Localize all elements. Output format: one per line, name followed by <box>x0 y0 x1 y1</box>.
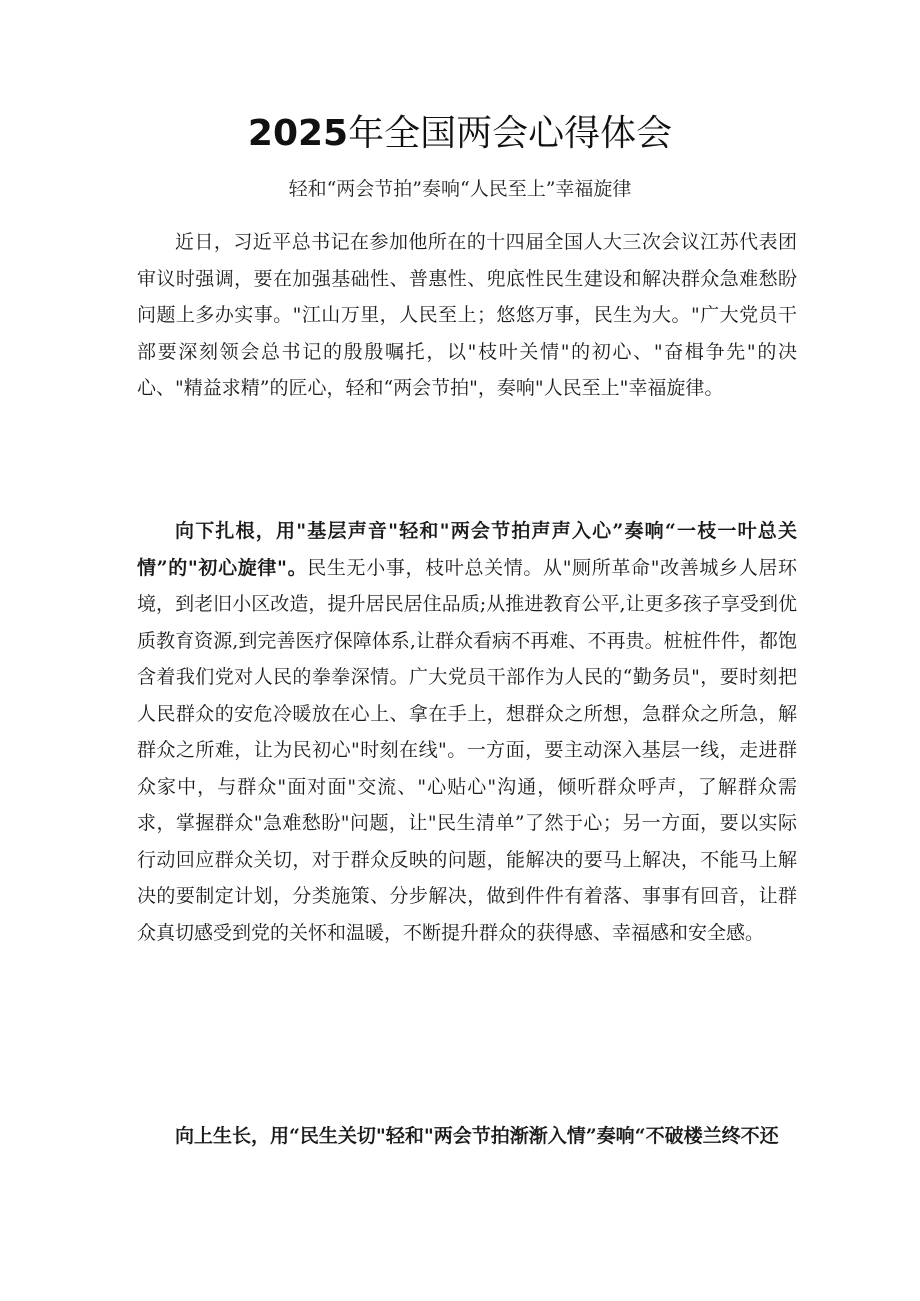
paragraph-section-1 <box>137 513 797 951</box>
paragraph-text: 近日，习近平总书记在参加他所在的十四届全国人大三次会议江苏代表团审议时强调，要在加强基础性、普惠性、兜底性民生建设和解决群众急难愁盼问题上多办实事。"江山万里，人民至上；悠悠万事，民生为大。"广大党员干部要深刻领会总书记的殷殷嘱托，以"枝叶关情"的初心、"奋楫争先"的决心、"精益求精”的匠心，轻和“两会节拍"，奏响"人民至上"幸福旋律。 <box>137 231 797 399</box>
section-heading: 向上生长，用“民生关切"轻和"两会节拍渐渐入情”奏响“不破楼兰终不还 <box>175 1125 779 1147</box>
document-subtitle: 轻和“两会节拍”奏响“人民至上”幸福旋律 <box>288 178 632 200</box>
paragraph-section-2 <box>137 1118 797 1155</box>
title-text: 年全国两会心得体会 <box>348 113 673 154</box>
title-year: 2025 <box>247 113 349 154</box>
paragraph-text: 民生无小事，枝叶总关情。从"厕所革命"改善城乡人居环境，到老旧小区改造，提升居民居住品质;从推进教育公平,让更多孩子享受到优质教育资源,到完善医疗保障体系,让群众看病不再难、不再贵。桩桩件件，都饱含着我们党对人民的拳拳深情。广大党员干部作为人民的“勤务员"，要时刻把人民群众的安危冷暖放在心上、拿在手上，想群众之所想，急群众之所急，解群众之所难，让为民初心"时刻在线"。一方面，要主动深入基层一线，走进群众家中，与群众"面对面"交流、"心贴心"沟通，倾听群众呼声，了解群众需求，掌握群众"急难愁盼"问题，让"民生清单”了然于心；另一方面，要以实际行动回应群众关切，对于群众反映的问题，能解决的要马上解决，不能马上解决的要制定计划，分类施策、分步解决，做到件件有着落、事事有回音，让群众真切感受到党的关怀和温暖，不断提升群众的获得感、幸福感和安全感。 <box>137 556 798 944</box>
section-heading: 向下扎根，用"基层声音"轻和"两会节拍声声入心”奏响“一枝一叶总关情”的"初心旋律"。 <box>137 520 797 579</box>
document-title <box>0 112 920 156</box>
paragraph-intro <box>137 224 797 407</box>
